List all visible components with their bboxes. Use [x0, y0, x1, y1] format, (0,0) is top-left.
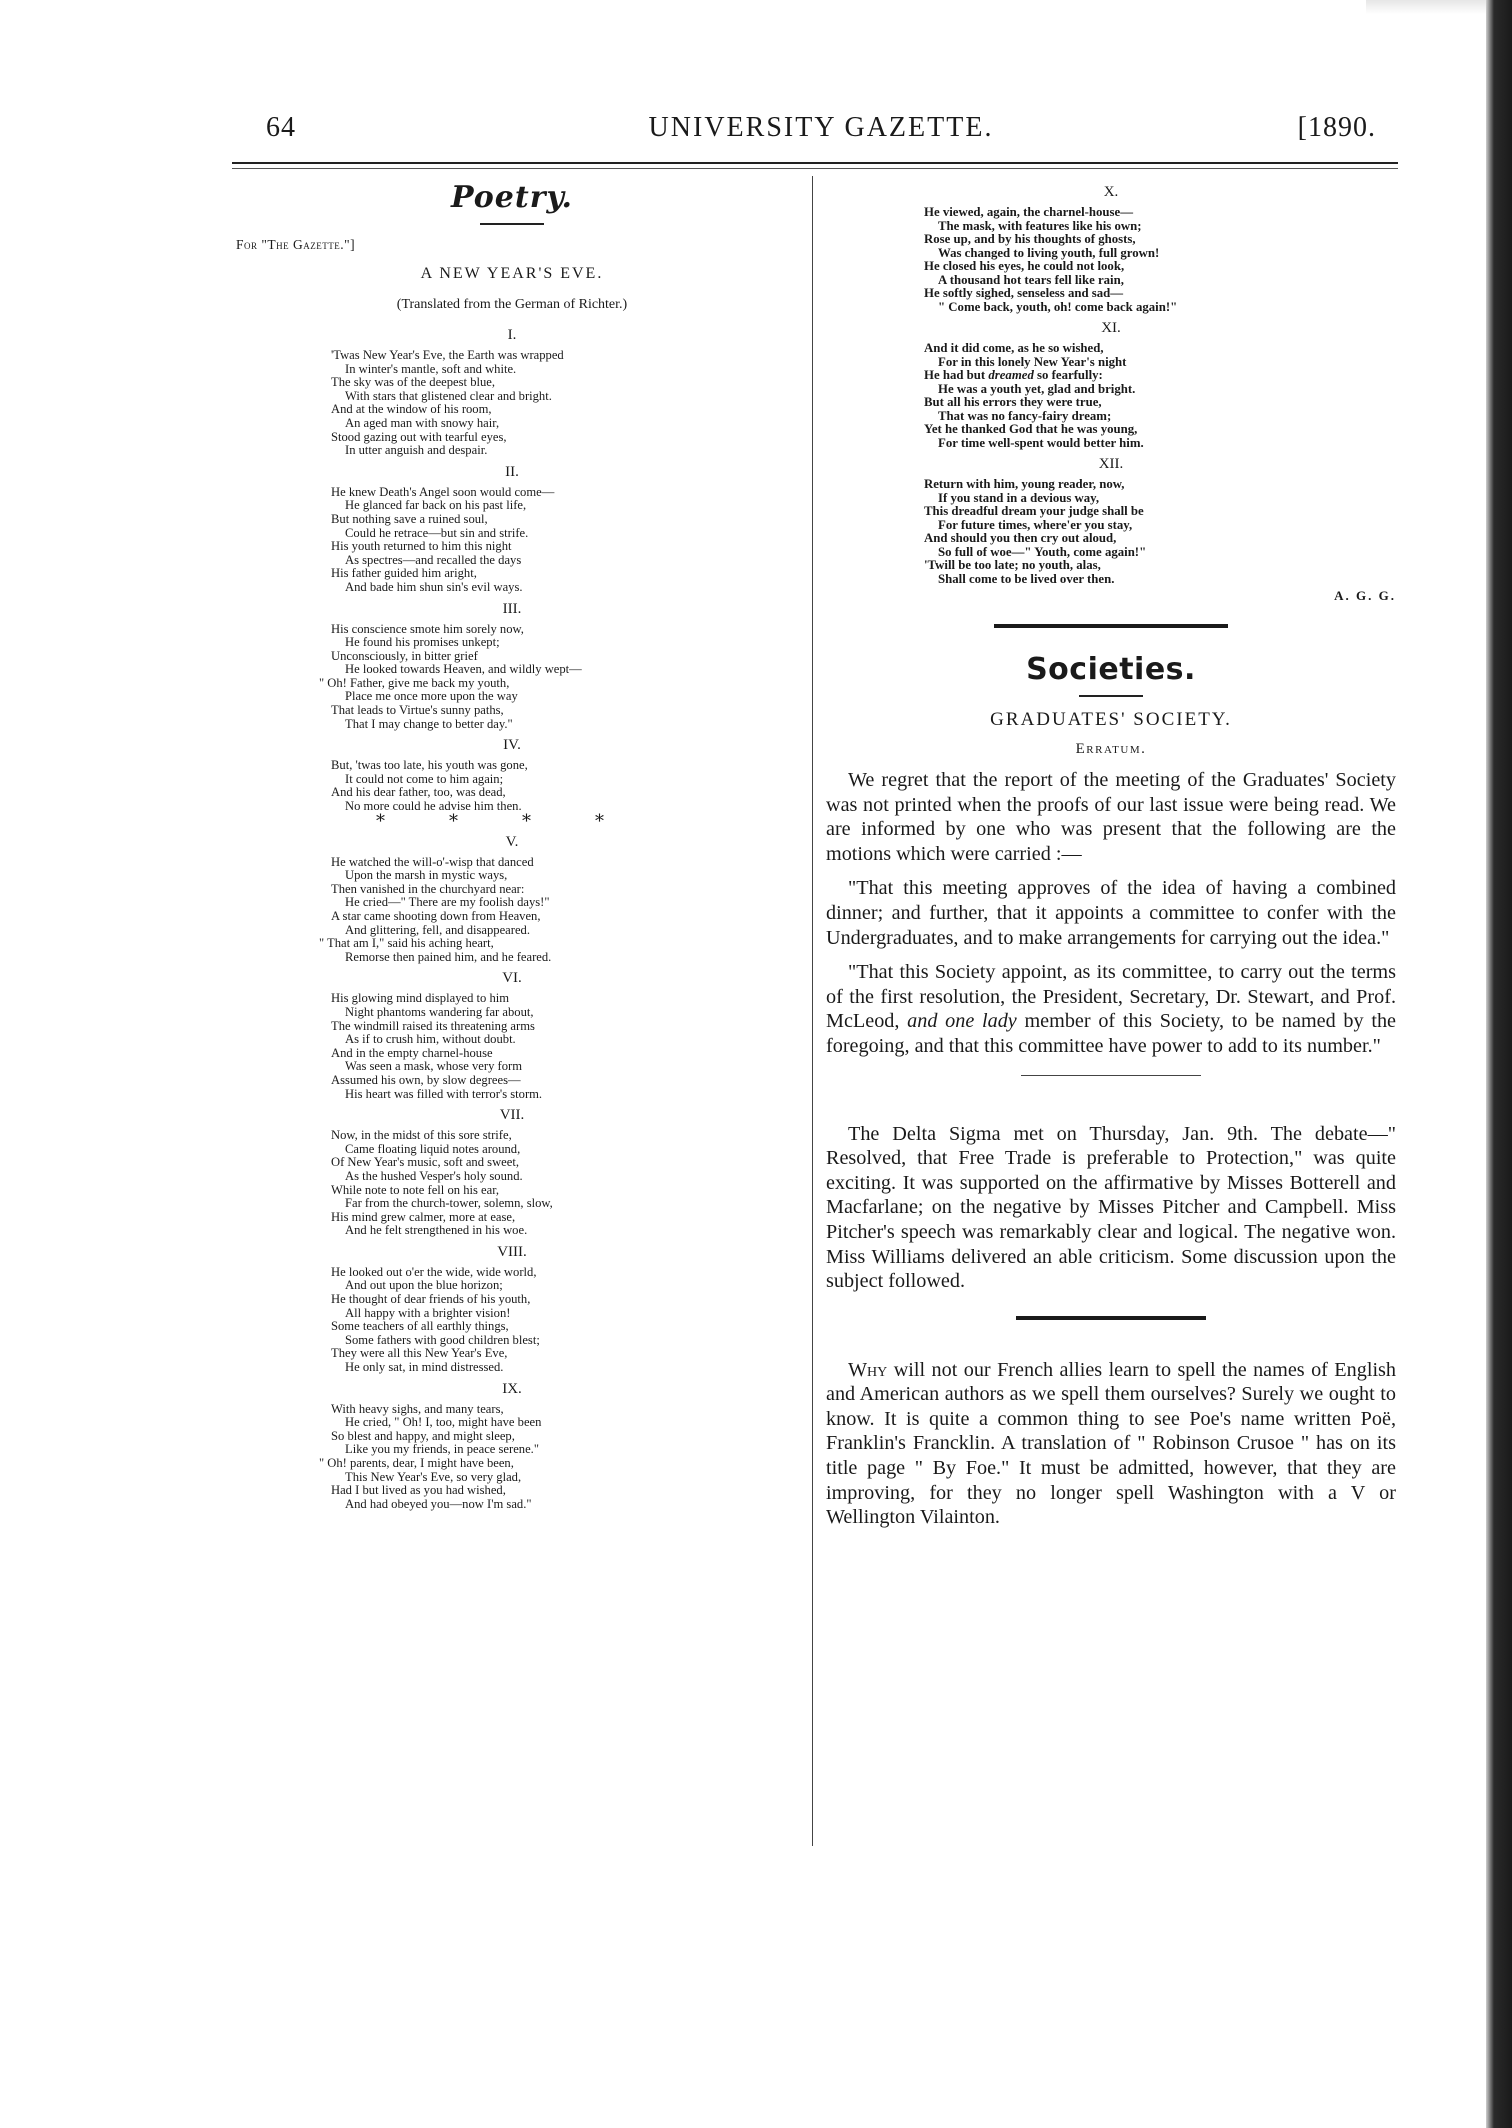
poem-line: But, 'twas too late, his youth was gone, — [331, 758, 528, 773]
poem-line: And had obeyed you—now I'm sad." — [345, 1496, 532, 1511]
poem-line: His conscience smote him sorely now, — [331, 621, 524, 636]
poem-line: Place me once more upon the way — [345, 689, 518, 704]
page-number: 64 — [266, 112, 296, 143]
poem-line: 'Twas New Year's Eve, the Earth was wrapped — [331, 348, 564, 362]
poem-line: He viewed, again, the charnel-house— — [924, 205, 1134, 219]
poem-line: That leads to Virtue's sunny paths, — [331, 703, 504, 718]
stanza-lines — [236, 759, 788, 813]
poem-line: Of New Year's music, soft and sweet, — [331, 1155, 519, 1170]
poem-stanza — [826, 320, 1396, 450]
poem-line: While note to note fell on his ear, — [331, 1182, 500, 1197]
stanza-number: V. — [505, 833, 519, 850]
erratum-end-rule — [1021, 1075, 1201, 1076]
stanza-lines — [236, 856, 788, 965]
erratum-paragraph-3-emphasis: and one lady — [907, 1010, 1017, 1033]
poem-line: And glittering, fell, and disappeared. — [345, 922, 531, 937]
poem-stanza — [236, 1381, 788, 1512]
poem-line: Assumed his own, by slow degrees— — [331, 1072, 521, 1087]
poem-line: Remorse then pained him, and he feared. — [345, 949, 552, 964]
poem-stanzas-right — [826, 184, 1396, 586]
left-column — [236, 180, 788, 1517]
publication-year: [1890. — [1297, 112, 1376, 143]
poem-line: The sky was of the deepest blue, — [331, 375, 496, 390]
stanza-number: VIII. — [497, 1243, 527, 1260]
poem-line: Some fathers with good children blest; — [345, 1332, 540, 1347]
poem-line: The mask, with features like his own; — [938, 218, 1142, 233]
french-spelling-body: will not our French allies learn to spell the names of English and American authors as we spell them ourselves? Surely we ought to know. It is quite a common thing to see Poe's name written Poë, Franklin's Francklin. A translation of " Robinson Crusoe " has on its title page " By Foe." It must be admitted, however, that they are improving, for they no longer spell Washington with a V or Wellington Vilainton. — [826, 1358, 1396, 1529]
page-edge-top — [1366, 0, 1486, 14]
stanza-lines — [236, 1403, 788, 1512]
poem-stanzas-left — [236, 327, 788, 1511]
poem-line: Yet he thanked God that he was young, — [924, 422, 1138, 436]
delta-sigma-paragraph: The Delta Sigma met on Thursday, Jan. 9th. The debate—" Resolved, that Free Trade is preferable to Protection," was quite exciting. It was supported on the affirmative by Misses Botterell and Macfarlane; on the negative by Misses Pitcher and Campbell. Miss Pitcher's speech was remarkably clear and logical. The negative won. Miss Williams delivered an able criticism. Some discussion upon the subject followed. — [826, 1122, 1396, 1293]
header-rule-thin — [232, 168, 1398, 169]
poem-line: Was seen a mask, whose very form — [345, 1059, 522, 1074]
section-separator-rule — [994, 624, 1228, 628]
poem-stanza — [236, 970, 788, 1101]
poem-line: His father guided him aright, — [331, 566, 477, 581]
poem-stanza — [236, 1107, 788, 1238]
poem-line: He cried—" There are my foolish days!" — [345, 895, 550, 910]
poem-line: He glanced far back on his past life, — [345, 498, 527, 513]
poem-line: The windmill raised its threatening arms — [331, 1018, 535, 1033]
poem-line: Now, in the midst of this sore strife, — [331, 1128, 512, 1143]
poem-line: An aged man with snowy hair, — [345, 415, 500, 430]
stanza-number: VII. — [499, 1107, 525, 1124]
poem-line: So blest and happy, and might sleep, — [331, 1428, 515, 1443]
poem-stanza — [236, 464, 788, 595]
stanza-separator-stars: **** — [376, 810, 668, 832]
stanza-number: III. — [502, 600, 522, 617]
stanza-number: VI. — [502, 970, 522, 987]
poem-line: He had but dreamed so fearfully: — [924, 368, 1103, 382]
poem-line: In winter's mantle, soft and white. — [345, 361, 517, 376]
poem-line: A thousand hot tears fell like rain, — [938, 272, 1124, 287]
poem-stanza — [236, 834, 788, 965]
poem-line: No more could he advise him then. — [345, 799, 522, 814]
poem-line: Had I but lived as you had wished, — [331, 1483, 506, 1498]
right-column — [826, 180, 1396, 1530]
poem-line: With heavy sighs, and many tears, — [331, 1401, 504, 1416]
column-divider — [812, 176, 813, 1846]
poem-line: He closed his eyes, he could not look, — [924, 259, 1125, 273]
poem-stanza — [236, 737, 788, 832]
poem-line: And it did come, as he so wished, — [924, 341, 1104, 355]
stanza-lines — [236, 1129, 788, 1238]
poem-line: That I may change to better day." — [345, 716, 513, 731]
poem-stanza — [236, 327, 788, 458]
poem-line: Then vanished in the churchyard near: — [331, 881, 525, 896]
societies-title-rule — [1079, 695, 1143, 697]
poem-line: And in the empty charnel-house — [331, 1045, 493, 1060]
poem-line: He softly sighed, senseless and sad— — [924, 286, 1124, 300]
poem-line: He found his promises unkept; — [345, 635, 500, 650]
poem-stanza — [826, 184, 1396, 314]
poem-line: He watched the will-o'-wisp that danced — [331, 854, 534, 869]
poem-line: He looked out o'er the wide, wide world, — [331, 1264, 537, 1279]
poem-line: He only sat, in mind distressed. — [345, 1360, 504, 1375]
emphasis: dreamed — [988, 368, 1034, 382]
stanza-number: XII. — [1098, 456, 1124, 472]
poem-signature: A. G. G. — [1334, 588, 1396, 603]
societies-section-title: Societies. — [1026, 652, 1196, 687]
poetry-title-rule — [480, 223, 544, 225]
stanza-lines — [236, 486, 788, 595]
publication-title: UNIVERSITY GAZETTE. — [648, 112, 994, 143]
poem-line: If you stand in a devious way, — [938, 490, 1100, 505]
stanza-lines — [236, 623, 788, 732]
poem-line: And should you then cry out aloud, — [924, 531, 1117, 545]
stanza-number: XI. — [1101, 320, 1121, 336]
poem-line: 'Twill be too late; no youth, alas, — [924, 558, 1101, 572]
erratum-paragraph-3-part-a: "That this Society appoint, as its committee, to carry out the terms of the first resolution, the President, Secretary, Dr. Stewart, and Prof. McLeod, — [826, 961, 1396, 1033]
poem-line: But nothing save a ruined soul, — [331, 511, 488, 526]
poem-line: Shall come to be lived over then. — [938, 571, 1115, 586]
poem-line: " That am I," said his aching heart, — [319, 936, 494, 951]
delta-sigma-end-rule — [1016, 1316, 1206, 1320]
page-header — [266, 112, 1376, 152]
stanza-lines — [236, 992, 788, 1101]
poem-line: He looked towards Heaven, and wildly wept— — [345, 662, 582, 677]
poem-line: And at the window of his room, — [331, 402, 492, 417]
poem-line: And bade him shun sin's evil ways. — [345, 579, 523, 594]
page-edge-shadow — [1486, 0, 1512, 2128]
poem-line: For future times, where'er you stay, — [938, 517, 1133, 532]
poem-line: Came floating liquid notes around, — [345, 1141, 521, 1156]
poem-line: His heart was filled with terror's storm. — [345, 1086, 543, 1101]
poem-line: Upon the marsh in mystic ways, — [345, 868, 508, 883]
erratum-heading: Erratum. — [1075, 741, 1147, 757]
erratum-paragraph-2: "That this meeting approves of the idea of having a combined dinner; and further, that it appoints a committee to confer with the Undergraduates, and to make arrangements for carrying out the idea." — [826, 877, 1396, 949]
stanza-lines — [826, 206, 1396, 314]
poem-line: Stood gazing out with tearful eyes, — [331, 429, 507, 444]
poem-stanza — [826, 456, 1396, 586]
poem-line: Was changed to living youth, full grown! — [938, 245, 1160, 260]
poem-line: As the hushed Vesper's holy sound. — [345, 1168, 523, 1183]
poem-line: This New Year's Eve, so very glad, — [345, 1469, 522, 1484]
poem-line: He thought of dear friends of his youth, — [331, 1292, 531, 1307]
poem-line: As if to crush him, without doubt. — [345, 1032, 516, 1047]
poem-line: That was no fancy-fairy dream; — [938, 408, 1112, 423]
stanza-number: II. — [505, 463, 519, 480]
poem-source-line: For "The Gazette."] — [236, 237, 356, 252]
erratum-paragraph-3-part-b: member of this Society, to be named by the foregoing, and that this committee have power to add to its number." — [826, 1010, 1396, 1057]
poem-line: His mind grew calmer, more at ease, — [331, 1209, 516, 1224]
poem-line: He cried, " Oh! I, too, might have been — [345, 1415, 542, 1430]
poetry-section-title: Poetry. — [451, 180, 573, 215]
poem-line: Night phantoms wandering far about, — [345, 1004, 534, 1019]
poem-line: As spectres—and recalled the days — [345, 552, 522, 567]
stanza-lines — [236, 349, 788, 458]
poem-line: Rose up, and by his thoughts of ghosts, — [924, 232, 1136, 246]
poem-line: Unconsciously, in bitter grief — [331, 648, 478, 663]
poem-line: They were all this New Year's Eve, — [331, 1346, 508, 1361]
poem-line: Return with him, young reader, now, — [924, 477, 1125, 491]
stanza-number: IX. — [502, 1380, 522, 1397]
stanza-lines — [236, 1266, 788, 1375]
poem-line: He was a youth yet, glad and bright. — [938, 381, 1136, 396]
poem-line: It could not come to him again; — [345, 771, 504, 786]
erratum-paragraph-1: We regret that the report of the meeting of the Graduates' Society was not printed when the proofs of our last issue were being read. We are informed by one who was present that the following are the motions which were carried :— — [826, 769, 1396, 865]
poem-line: With stars that glistened clear and bright. — [345, 388, 552, 403]
poem-line: " Oh! parents, dear, I might have been, — [319, 1456, 514, 1470]
poem-line: Like you my friends, in peace serene." — [345, 1442, 539, 1457]
header-rule-thick — [232, 162, 1398, 164]
poem-line: In utter anguish and despair. — [345, 443, 488, 458]
poem-subtitle: (Translated from the German of Richter.) — [396, 297, 628, 312]
stanza-lines — [826, 342, 1396, 450]
stanza-number: X. — [1103, 184, 1119, 200]
poem-line: And his dear father, too, was dead, — [331, 785, 506, 800]
poem-line: His youth returned to him this night — [331, 539, 512, 554]
poem-line: Could he retrace—but sin and strife. — [345, 525, 529, 540]
erratum-paragraph-3 — [826, 960, 1396, 1058]
stanza-number: I. — [507, 327, 517, 343]
poem-line: Some teachers of all earthly things, — [331, 1319, 509, 1334]
french-spelling-lead-word: Why — [848, 1358, 888, 1381]
poem-stanza — [236, 1244, 788, 1375]
poem-line: A star came shooting down from Heaven, — [331, 909, 541, 923]
poem-line: So full of woe—" Youth, come again!" — [938, 544, 1147, 559]
stanza-number: IV. — [503, 737, 521, 754]
poem-line: For time well-spent would better him. — [938, 435, 1144, 450]
poem-line: He knew Death's Angel soon would come— — [331, 484, 555, 499]
poem-line: For in this lonely New Year's night — [938, 354, 1127, 369]
poem-line: His glowing mind displayed to him — [331, 991, 510, 1006]
poem-stanza — [236, 601, 788, 732]
poem-line: But all his errors they were true, — [924, 395, 1102, 409]
poem-line: " Oh! Father, give me back my youth, — [319, 675, 510, 690]
poem-line: This dreadful dream your judge shall be — [924, 504, 1144, 518]
poem-line: And he felt strengthened in his woe. — [345, 1223, 528, 1238]
poem-line: And out upon the blue horizon; — [345, 1278, 503, 1293]
poem-line: Far from the church-tower, solemn, slow, — [345, 1196, 553, 1211]
poem-line: All happy with a brighter vision! — [345, 1305, 511, 1320]
stanza-lines — [826, 478, 1396, 586]
poem-title: A NEW YEAR'S EVE. — [420, 265, 604, 282]
graduates-society-heading: GRADUATES' SOCIETY. — [990, 709, 1232, 730]
poem-line: " Come back, youth, oh! come back again!" — [938, 299, 1178, 314]
french-spelling-paragraph — [826, 1358, 1396, 1530]
